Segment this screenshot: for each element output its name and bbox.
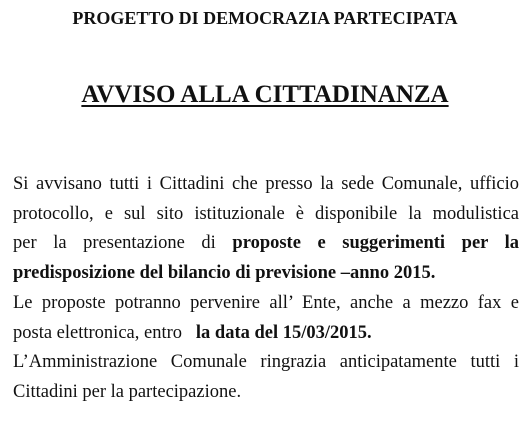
body-line: L’Amministrazione Comunale ringrazia anticipatamente tutti i bbox=[13, 352, 519, 373]
body-line: protocollo, e sul sito istituzionale è disponibile la modulistica bbox=[13, 203, 519, 224]
body-line: Si avvisano tutti i Cittadini che presso la sede Comunale, ufficio bbox=[13, 174, 519, 194]
body-text: posta elettronica, entro bbox=[13, 322, 187, 343]
document-title: AVVISO ALLA CITTADINANZA bbox=[81, 81, 449, 108]
body-line-mixed bbox=[13, 229, 519, 259]
paragraph-availability bbox=[13, 170, 519, 289]
body-text-bold: predisposizione del bilancio di previsione –anno 2015. bbox=[13, 263, 436, 284]
body-text-bold: proposte e suggerimenti per la bbox=[232, 233, 520, 254]
paragraph-deadline bbox=[13, 289, 519, 348]
document-body bbox=[13, 170, 519, 408]
body-text: per la presentazione di bbox=[13, 233, 233, 254]
paragraph-thanks bbox=[13, 348, 519, 407]
body-line-mixed bbox=[13, 319, 519, 349]
body-line: Le proposte potranno pervenire all’ Ente, anche a mezzo fax e bbox=[13, 292, 519, 313]
body-line-bold bbox=[13, 259, 519, 289]
deadline-date: la data del 15/03/2015. bbox=[195, 322, 372, 343]
body-line: Cittadini per la partecipazione. bbox=[13, 381, 242, 402]
document-header: PROGETTO DI DEMOCRAZIA PARTECIPATA bbox=[72, 8, 458, 28]
